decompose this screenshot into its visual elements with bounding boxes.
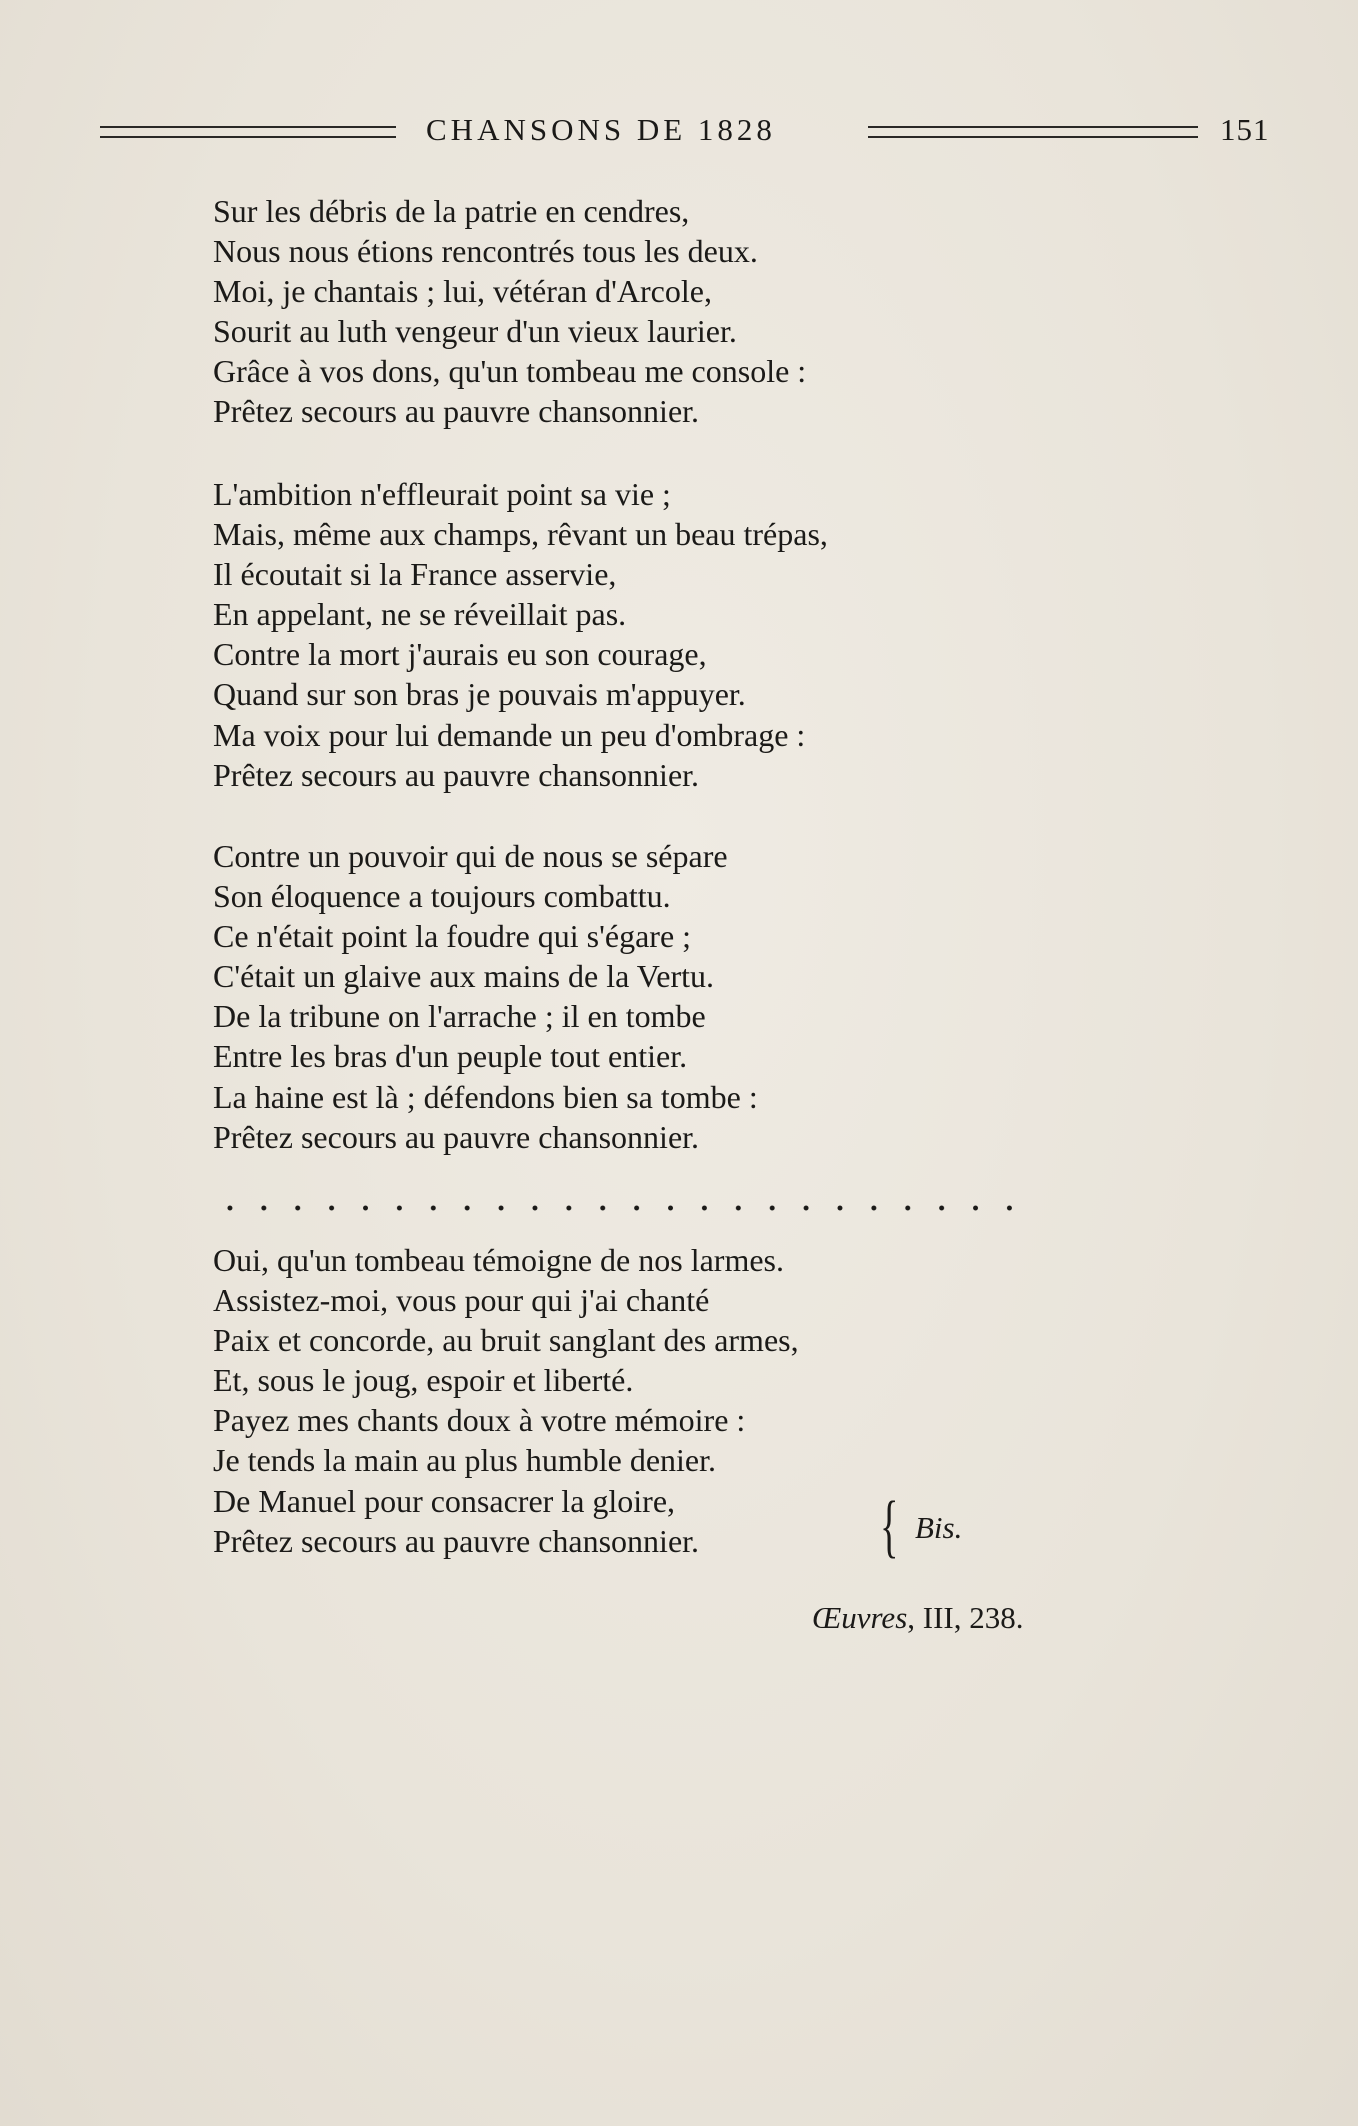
source-citation [812,1598,1024,1638]
verse-line: Mais, même aux champs, rêvant un beau trépas, [213,516,828,553]
header-rule-right [868,126,1198,138]
stanza-3 [213,836,758,1157]
verse-line: Paix et concorde, au bruit sanglant des armes, [213,1322,799,1359]
verse-line: Ce n'était point la foudre qui s'égare ; [213,918,692,955]
verse-line: Sur les débris de la patrie en cendres, [213,193,690,229]
verse-line: Nous nous étions rencontrés tous les deux. [213,233,758,270]
ellipsis-divider [213,1196,1028,1220]
verse-line: De la tribune on l'arrache ; il en tombe [213,998,706,1035]
page-number: 151 [1220,112,1270,147]
verse-line: Oui, qu'un tombeau témoigne de nos larmes. [213,1242,784,1278]
page-header [100,110,1270,150]
source-reference: , III, 238. [907,1600,1024,1635]
header-rule-left [100,126,396,138]
verse-line: Son éloquence a toujours combattu. [213,878,671,915]
verse-line: Prêtez secours au pauvre chansonnier. [213,1118,700,1155]
verse-line: Grâce à vos dons, qu'un tombeau me console : [213,353,807,390]
verse-line: Quand sur son bras je pouvais m'appuyer. [213,676,746,713]
running-title: CHANSONS DE 1828 [426,112,776,147]
verse-line: Contre la mort j'aurais eu son courage, [213,636,707,673]
verse-line: Assistez-moi, vous pour qui j'ai chanté [213,1282,710,1319]
stanza-1 [213,191,806,432]
stanza-4 [213,1240,799,1561]
verse-line: Ma voix pour lui demande un peu d'ombrage : [213,716,806,753]
source-work: Œuvres [812,1600,908,1635]
verse-line: Et, sous le joug, espoir et liberté. [213,1362,634,1399]
verse-line: Entre les bras d'un peuple tout entier. [213,1038,688,1075]
verse-line: Moi, je chantais ; lui, vétéran d'Arcole, [213,273,712,310]
verse-line: Prêtez secours au pauvre chansonnier. [213,756,700,793]
verse-line: Il écoutait si la France asservie, [213,556,617,593]
verse-line: Payez mes chants doux à votre mémoire : [213,1402,746,1439]
verse-line: Je tends la main au plus humble denier. [213,1442,716,1479]
verse-line: L'ambition n'effleurait point sa vie ; [213,476,671,512]
verse-line: Sourit au luth vengeur d'un vieux laurier. [213,313,737,350]
stanza-2 [213,474,828,795]
verse-line: Prêtez secours au pauvre chansonnier. [213,393,700,430]
refrain-mark: Bis. [915,1510,963,1545]
verse-line: C'était un glaive aux mains de la Vertu. [213,958,715,995]
verse-line: En appelant, ne se réveillait pas. [213,596,627,633]
verse-line: Prêtez secours au pauvre chansonnier. [213,1522,700,1559]
verse-line: La haine est là ; défendons bien sa tombe : [213,1078,758,1115]
refrain-brace-icon: { [880,1488,899,1565]
verse-line: Contre un pouvoir qui de nous se sépare [213,838,728,874]
verse-line: De Manuel pour consacrer la gloire, [213,1482,676,1519]
